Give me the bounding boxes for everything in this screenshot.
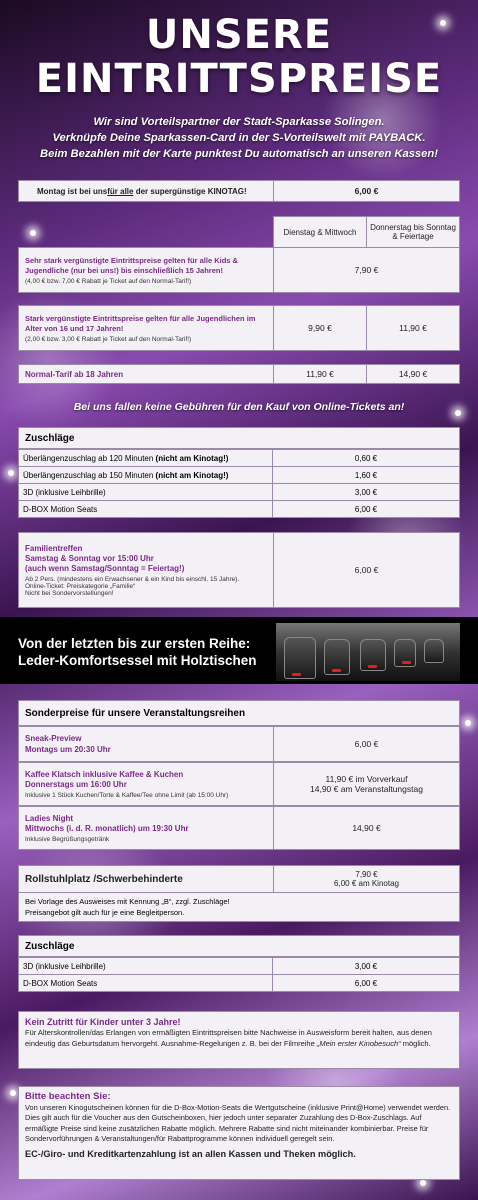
wheelchair-label: Rollstuhlplatz /Schwerbehinderte	[18, 865, 274, 893]
wheelchair-note-line: Bei Vorlage des Ausweises mit Kennung „B“, zzgl. Zuschläge!	[25, 897, 230, 906]
surcharge-label	[18, 449, 273, 467]
surcharge2-price: 6,00 €	[272, 974, 460, 992]
surcharge-row	[18, 483, 460, 501]
surcharge-label	[18, 466, 273, 484]
attention-box	[18, 1086, 460, 1180]
intro-text	[0, 114, 478, 162]
surcharges-heading	[18, 427, 460, 449]
family-offer-holiday: (auch wenn Samstag/Sonntag = Feiertag!)	[25, 563, 185, 573]
teens-price-tue-wed: 9,90 €	[273, 305, 367, 351]
kids-tariff-label	[18, 247, 274, 293]
normal-tariff-label: Normal-Tarif ab 18 Jahren	[18, 364, 274, 384]
intro-line: Wir sind Vorteilspartner der Stadt-Sparkasse Solingen.	[93, 116, 385, 128]
family-offer-note: Nicht bei Sondervorstellungen!	[25, 589, 114, 597]
kinotag-label-underline: für alle	[107, 186, 134, 196]
sneak-preview-label	[18, 726, 274, 762]
surcharge-row	[18, 466, 460, 484]
page-title-line2: EINTRITTSPREISE	[35, 56, 443, 102]
surcharge-label-text: Überlängenzuschlag ab 120 Minuten	[23, 453, 156, 463]
kaffee-klatsch-note: Inklusive 1 Stück Kuchen/Torte & Kaffee/Tee ohne Limit (ab 15:00 Uhr)	[25, 791, 229, 799]
kaffee-klatsch-price	[273, 762, 460, 806]
surcharge-price: 1,60 €	[272, 466, 460, 484]
seat-shape	[424, 639, 444, 663]
kaffee-klatsch-price-presale: 11,90 € im Vorverkauf	[325, 774, 408, 784]
special-prices-heading	[18, 700, 460, 726]
kids-tariff-note: (4,00 € bzw. 7,00 € Rabatt je Ticket auf den Normal-Tarif!)	[25, 277, 192, 285]
intro-line: Verknüpfe Deine Sparkassen-Card in der S-Vorteilswelt mit PAYBACK.	[52, 132, 426, 144]
kinotag-label	[18, 180, 274, 202]
seating-banner-line: Von der letzten bis zur ersten Reihe:	[18, 636, 251, 651]
kids-notice	[18, 1011, 460, 1069]
teens-tariff-note: (2,00 € bzw. 3,00 € Rabatt je Ticket auf den Normal-Tarif!)	[25, 335, 192, 343]
page-title-line1: UNSERE	[145, 12, 333, 58]
kaffee-klatsch-price-day: 14,90 € am Veranstaltungstag	[310, 784, 423, 794]
surcharge2-label: D-BOX Motion Seats	[18, 974, 273, 992]
surcharges2-heading-text: Zuschläge	[25, 940, 75, 952]
sneak-preview-price: 6,00 €	[273, 726, 460, 762]
seat-shape	[360, 639, 386, 671]
seating-banner-text	[18, 635, 257, 669]
col-header-thu-sun: Donnerstag bis Sonntag & Feiertage	[366, 216, 460, 248]
ladies-night-time: Mittwochs (i. d. R. monatlich) um 19:30 Uhr	[25, 823, 189, 833]
kaffee-klatsch-label	[18, 762, 274, 806]
col-header-tue-wed: Dienstag & Mittwoch	[273, 216, 367, 248]
family-offer-title: Familientreffen	[25, 543, 83, 553]
wheelchair-note	[18, 892, 460, 922]
surcharge2-price: 3,00 €	[272, 957, 460, 975]
attention-title: Bitte beachten Sie:	[25, 1091, 111, 1102]
intro-line: Beim Bezahlen mit der Karte punktest Du automatisch an unseren Kassen!	[40, 148, 438, 160]
kids-notice-body: Für Alterskontrollen/das Erlangen von ermäßigten Eintrittspreisen bitte Nachweise in Ausweisform bereit halten, aus denen eindeutig das Geburtsdatum hervorgeht. Ausnahme-Regelungen z. B. bei der Filmreihe	[25, 1028, 432, 1048]
ladies-night-note: Inklusive Begrüßungsgetränk	[25, 835, 110, 843]
surcharge-label: D-BOX Motion Seats	[18, 500, 273, 518]
kinotag-price: 6,00 €	[273, 180, 460, 202]
seat-shape	[284, 637, 316, 679]
surcharge2-label: 3D (inklusive Leihbrille)	[18, 957, 273, 975]
sparkle-decoration	[8, 470, 14, 476]
kaffee-klatsch-time: Donnerstags um 16:00 Uhr	[25, 779, 127, 789]
ladies-night-price: 14,90 €	[273, 806, 460, 850]
surcharge-row	[18, 500, 460, 518]
wheelchair-price-regular: 7,90 €	[355, 870, 378, 879]
ladies-night-label	[18, 806, 274, 850]
sparkle-decoration	[420, 1180, 426, 1186]
surcharge2-row	[18, 957, 460, 975]
family-offer-note: Ab 2 Pers. (mindestens ein Erwachsener & ein Kind bis einschl. 15 Jahre).	[25, 575, 240, 583]
kids-tariff-title: Sehr stark vergünstigte Eintrittspreise gelten für alle Kids & Jugendliche (nur bei uns!) bis einschließlich 15 Jahren!	[25, 255, 238, 275]
cup-holder	[292, 673, 301, 676]
normal-price-thu-sun: 14,90 €	[366, 364, 460, 384]
kids-notice-title: Kein Zutritt für Kinder unter 3 Jahre!	[25, 1017, 181, 1027]
special-prices-heading-text: Sonderpreise für unsere Veranstaltungsreihen	[25, 707, 246, 719]
sneak-preview-title: Sneak-Preview	[25, 734, 82, 743]
sneak-preview-time: Montags um 20:30 Uhr	[25, 745, 111, 754]
attention-text: Von unseren Kinogutscheinen können für die D-Box-Motion-Seats die Wertgutscheine (inklusive Print@Home) verwendet werden. Dies gilt auch für die Voucher aus den Gutscheinboxen, hier jedoch unter separater Zuzahlung des D-Box-Zuschlags. Auf ermäßigte Preise sind keine zusätzlichen Rabatte möglich. Mehrere Rabatte sind nicht miteinander kombinierbar. Preise für Sondervorführungen & Veranstaltungen/für Rabattprogramme können individuell geregelt sein.	[25, 1103, 451, 1144]
wheelchair-price-kinotag: 6,00 € am Kinotag	[334, 879, 399, 888]
surcharge-label-bold: (nicht am Kinotag!)	[155, 470, 229, 480]
surcharge-price: 3,00 €	[272, 483, 460, 501]
teens-tariff-title: Stark vergünstigte Eintrittspreise gelten für alle Jugendlichen im Alter von 16 und 17 Jahren!	[25, 313, 256, 333]
kids-notice-end: möglich.	[400, 1038, 431, 1048]
cinema-seats-image	[276, 623, 460, 681]
payment-note: EC-/Giro- und Kreditkartenzahlung ist an allen Kassen und Theken möglich.	[25, 1148, 356, 1159]
kids-tariff-price: 7,90 €	[273, 247, 460, 293]
kids-notice-text	[25, 1028, 453, 1049]
kids-notice-italic: „Mein erster Kinobesuch“	[316, 1038, 401, 1048]
teens-price-thu-sun: 11,90 €	[366, 305, 460, 351]
cup-holder	[332, 669, 341, 672]
sparkle-decoration	[10, 1090, 16, 1096]
family-offer-note: Online-Ticket: Preiskategorie „Familie“	[25, 582, 136, 590]
seat-shape	[324, 639, 350, 675]
wheelchair-note-line: Preisangebot gilt auch für je eine Begleitperson.	[25, 907, 185, 917]
family-offer-label	[18, 532, 274, 608]
family-offer-price: 6,00 €	[273, 532, 460, 608]
surcharge-price: 6,00 €	[272, 500, 460, 518]
seat-shape	[394, 639, 416, 667]
surcharges2-heading	[18, 935, 460, 957]
normal-price-tue-wed: 11,90 €	[273, 364, 367, 384]
surcharge-label-text: Überlängenzuschlag ab 150 Minuten	[23, 470, 156, 480]
surcharge2-row	[18, 974, 460, 992]
sparkle-decoration	[465, 720, 471, 726]
cup-holder	[402, 661, 411, 664]
cup-holder	[368, 665, 377, 668]
kaffee-klatsch-title: Kaffee Klatsch inklusive Kaffee & Kuchen	[25, 769, 184, 779]
wheelchair-price	[273, 865, 460, 893]
online-ticket-note: Bei uns fallen keine Gebühren für den Kauf von Online-Tickets an!	[73, 401, 405, 413]
teens-tariff-label	[18, 305, 274, 351]
ladies-night-title: Ladies Night	[25, 813, 74, 823]
family-offer-time: Samstag & Sonntag vor 15:00 Uhr	[25, 553, 154, 563]
sparkle-decoration	[30, 230, 36, 236]
kinotag-label-pre: Montag ist bei uns	[37, 186, 108, 196]
surcharge-row	[18, 449, 460, 467]
surcharges-heading-text: Zuschläge	[25, 432, 75, 444]
seating-banner-line: Leder-Komfortsessel mit Holztischen	[18, 653, 257, 668]
kinotag-label-post: der supergünstige KINOTAG!	[133, 186, 247, 196]
surcharge-label: 3D (inklusive Leihbrille)	[18, 483, 273, 501]
surcharge-price: 0,60 €	[272, 449, 460, 467]
surcharge-label-bold: (nicht am Kinotag!)	[155, 453, 229, 463]
